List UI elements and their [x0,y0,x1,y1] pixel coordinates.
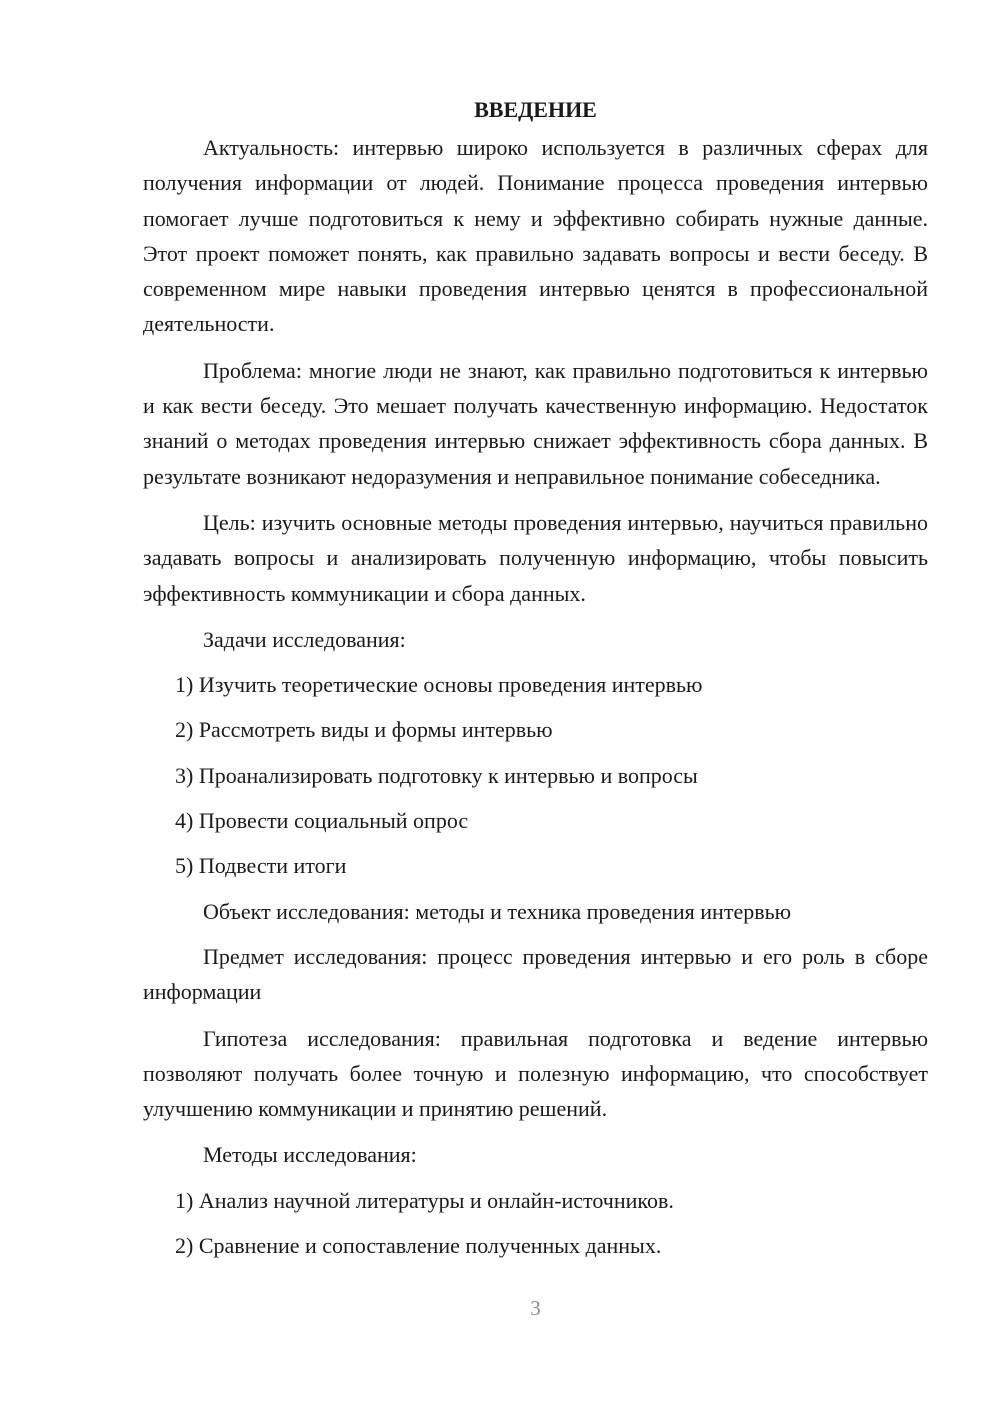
task-item-3: 3) Проанализировать подготовку к интервью и вопросы [175,762,698,788]
research-subject: Предмет исследования: процесс проведения интервью и его роль в сборе информации [143,943,928,1005]
method-item-2: 2) Сравнение и сопоставление полученных данных. [175,1233,662,1259]
page-number: 3 [530,1296,541,1320]
research-hypothesis: Гипотеза исследования: правильная подготовка и ведение интервью позволяют получать более точную и полезную информацию, что способствует улучшению коммуникации и принятию решений. [143,1025,928,1122]
goal-paragraph: Цель: изучить основные методы проведения интервью, научиться правильно задавать вопросы и анализировать полученную информацию, чтобы повысить эффективность коммуникации и сбора данных. [143,509,928,606]
task-item-4: 4) Провести социальный опрос [175,808,469,834]
task-item-2: 2) Рассмотреть виды и формы интервью [175,717,553,743]
research-object: Объект исследования: методы и техника проведения интервью [203,898,792,924]
section-heading: ВВЕДЕНИЕ [474,97,597,122]
document-page [143,92,928,1273]
methods-heading: Методы исследования: [203,1142,417,1168]
task-item-1: 1) Изучить теоретические основы проведения интервью [175,672,703,698]
method-item-1: 1) Анализ научной литературы и онлайн-источников. [175,1187,674,1213]
tasks-heading: Задачи исследования: [203,626,406,652]
task-item-5: 5) Подвести итоги [175,853,347,879]
problem-paragraph: Проблема: многие люди не знают, как правильно подготовиться к интервью и как вести беседу. Это мешает получать качественную информацию. Недостаток знаний о методах проведения интервью снижает эффективность сбора данных. В результате возникают недоразумения и неправильное понимание собеседника. [143,357,928,489]
relevance-paragraph: Актуальность: интервью широко используется в различных сферах для получения информации от людей. Понимание процесса проведения интервью помогает лучше подготовиться к нему и эффективно собирать нужные данные. Этот проект поможет понять, как правильно задавать вопросы и вести беседу. В современном мире навыки проведения интервью ценятся в профессиональной деятельности. [143,135,928,337]
